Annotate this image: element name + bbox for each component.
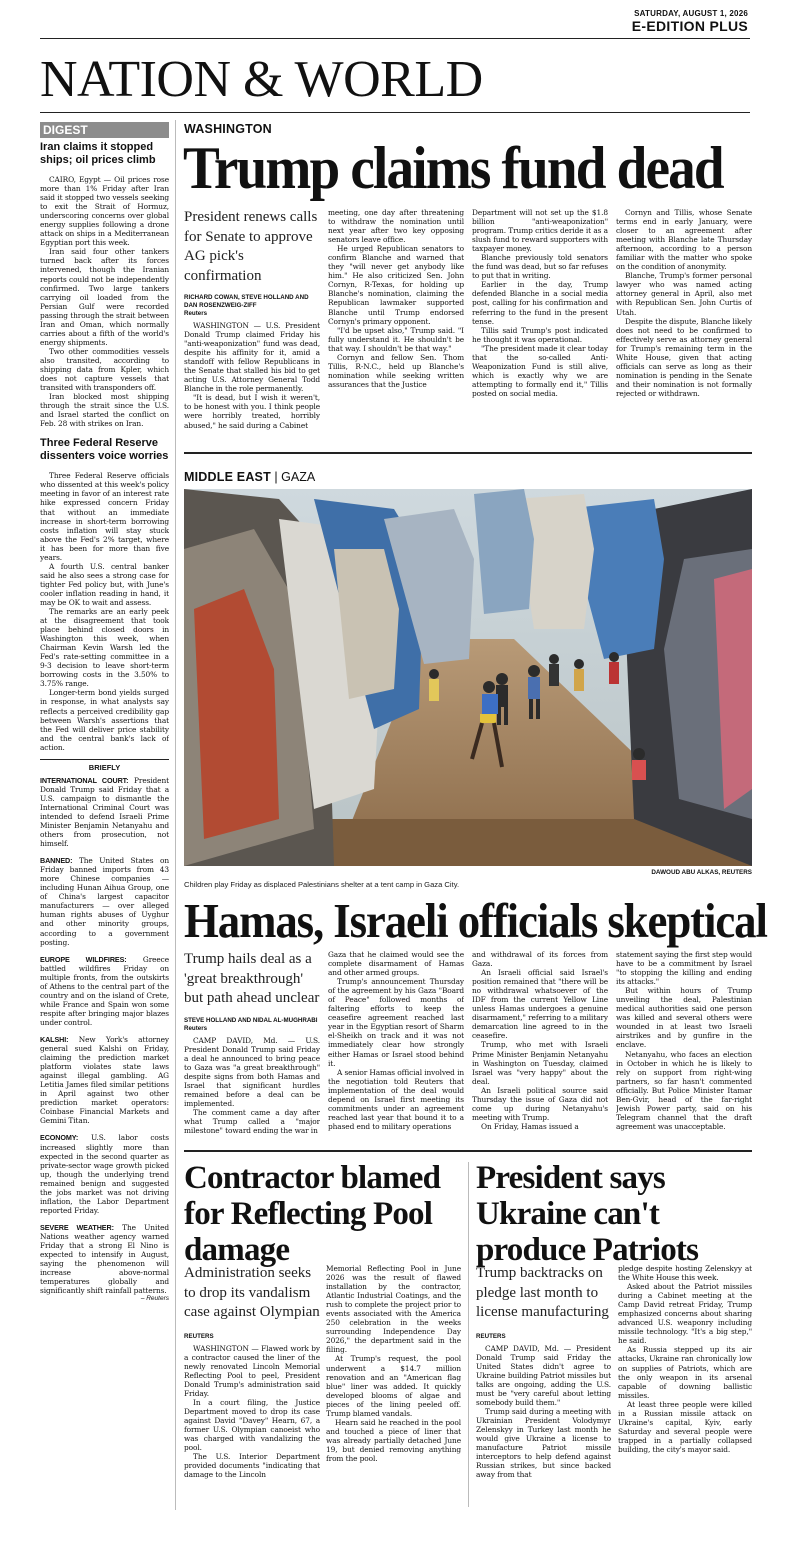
contractor-column-1: [184, 1264, 320, 1509]
paragraph: CAMP DAVID, Md. — U.S. President Donald Trump said Friday a deal he announced to bring peace to Gaza was "a great breakthrough" despite signs from both Hamas and Israel that significant hurdles remained before a deal can be implemented.: [184, 1035, 320, 1108]
section-title: NATION & WORLD: [40, 51, 483, 108]
photo-credit: DAWOUD ABU ALKAS, REUTERS: [651, 869, 752, 876]
paragraph: The U.S. Interior Department provided documents "indicating that damage to the Lincoln: [184, 1452, 320, 1480]
edition-date: SATURDAY, AUGUST 1, 2026: [634, 9, 748, 18]
paragraph: Iran said four other tankers turned back after its forces intervened, though the Iranian reports could not be independently confirmed. Two large tankers carrying oil loaded from the Persian Gulf were recorded passing through the strait between Iran and Oman, which normally carries about a fifth of the world's energy shipments.: [40, 247, 169, 347]
digest-story1-body: [40, 175, 169, 428]
gaza-byline: STEVE HOLLAND AND NIDAL AL-MUGHRABI: [184, 1016, 318, 1024]
gaza-org: Reuters: [184, 1024, 208, 1032]
gaza-kicker: [184, 466, 315, 485]
ukraine-headline: President says Ukraine can't produce Patriots: [476, 1160, 699, 1268]
ukraine-org: REUTERS: [476, 1332, 506, 1340]
brief-lead: ECONOMY:: [40, 1133, 79, 1143]
gaza-kicker-sub: GAZA: [281, 470, 316, 484]
paragraph: "I'd be upset also," Trump said. "I fully understand it. He shouldn't be that way. I shouldn't be that way.": [328, 325, 464, 353]
paragraph: Iran blocked most shipping through the strait since the U.S. and Israel started the conflict on Feb. 28 with strikes on Iran.: [40, 392, 169, 429]
paragraph: The comment came a day after what Trump called a "major milestone" toward ending the war in: [184, 1107, 320, 1135]
paragraph: Department will not set up the $1.8 billion "anti-weaponization" program. Trump critics deride it as a slush fund to reward supporters with taxpayer money.: [472, 208, 608, 254]
paragraph: As Russia stepped up its air attacks, Ukraine ran chronically low on supplies of Patriots, which are the only weapon in its arsenal capable of downing ballistic missiles.: [618, 1345, 752, 1400]
paragraph: pledge despite hosting Zelenskyy at the White House this week.: [618, 1264, 752, 1283]
edition-name: E-EDITION PLUS: [631, 18, 748, 34]
brief-text: President Donald Trump said Friday that a U.S. campaign to dismantle the International Criminal Court was intended to defend Israeli Prime Minister Benjamin Netanyahu and others from prosecution, not himself.: [40, 775, 169, 849]
lead-column-2: [328, 208, 464, 448]
paragraph: Memorial Reflecting Pool in June 2026 was the result of flawed installation by the contractor, Atlantic Industrial Coatings, and the rush to complete the project prior to events associated with the America 250 celebration in the weeks surrounding Independence Day 2026," the department said in the filing.: [326, 1264, 461, 1355]
lead-column-1: [184, 208, 320, 448]
paragraph: Cornyn and Tillis, whose Senate terms end in early January, were closer to an agreement after meeting with Blanche late Thursday afternoon, according to a person familiar with the matter who spoke on the condition of anonymity.: [616, 208, 752, 272]
lead-col1-text: [184, 321, 320, 430]
paragraph: Trump, who met with Israeli Prime Minister Benjamin Netanyahu in Washington on Tuesday, claimed Israel was "very happy" about the deal.: [472, 1040, 608, 1086]
contractor-col1-text: [184, 1344, 320, 1480]
paragraph: In a court filing, the Justice Department moved to drop its case against David "Davey" Hearn, 67, a former U.S. Olympian canoeist who was charged with vandalizing the pool.: [184, 1397, 320, 1453]
lead-kicker: WASHINGTON: [184, 122, 272, 136]
paragraph: CAIRO, Egypt — Oil prices rose more than 1% Friday after Iran said it stopped two vessels seeking to exit the Strait of Hormuz, underscoring concerns over global energy supplies following a drone attack on ships in a Mediterranean Egyptian port this week.: [40, 175, 169, 248]
brief-item: [40, 955, 169, 1027]
digest-story1-headline: Iran claims it stopped ships; oil prices climb: [40, 141, 156, 166]
ukraine-deck: Trump backtracks on pledge last month to license manufacturing: [476, 1265, 609, 1320]
gaza-kicker-main: MIDDLE EAST: [184, 470, 271, 484]
contractor-column-2: [326, 1264, 461, 1509]
brief-item: [40, 1035, 169, 1125]
paragraph: But within hours of Trump unveiling the deal, Palestinian medical authorities said one person was killed and several others were wounded in at least two Israeli airstrikes and by gunfire in the enclave.: [616, 986, 752, 1050]
lead-headline: Trump claims fund dead: [183, 135, 723, 201]
paragraph: Cornyn and fellow Sen. Thom Tillis, R-N.C., held up Blanche's nomination while seeking written assurances that the Justice: [328, 352, 464, 389]
ukraine-col1-text: [476, 1344, 611, 1480]
brief-text: U.S. labor costs increased slightly more than expected in the second quarter as private-sector wage growth picked up, though the underlying trend remained benign and suggested the jobs market was not driving inflation, the Labor Department reported Friday.: [40, 1133, 169, 1215]
section-rule: [40, 112, 750, 113]
digest-story2-headline: Three Federal Reserve dissenters voice worries: [40, 437, 169, 463]
paragraph: CAMP DAVID, Md. — President Donald Trump said Friday the United States didn't agree to Ukraine building Patriot missiles but talks are ongoing, adding the U.S. must be "very careful about letting somebody build them.": [476, 1343, 611, 1407]
contractor-deck: Administration seeks to drop its vandalism case against Olympian: [184, 1265, 320, 1320]
paragraph: Trump's announcement Thursday of the agreement by his Gaza "Board of Peace" followed months of faltering efforts to keep the ceasefire agreement reached last year in the Egyptian resort of Sharm el-Sheikh on track and it was not immediately clear how strongly either Hamas or Israel stood behind it.: [328, 977, 464, 1068]
kicker-divider: |: [270, 470, 282, 484]
gaza-column-1: [184, 950, 320, 1140]
paragraph: Trump said during a meeting with Ukrainian President Volodymyr Zelenskyy in Turkey last month he would give Ukraine a license to manufacture Patriot missile interceptors to help defend against Russian strikes, but since backed away from that: [476, 1406, 611, 1480]
ukraine-column-2: [618, 1264, 752, 1509]
digest-credit: – Reuters: [140, 1295, 169, 1303]
paragraph: WASHINGTON — Flawed work by a contractor caused the liner of the newly renovated Lincoln Memorial Reflecting Pool to peel, President Donald Trump's administration said Friday.: [184, 1343, 320, 1398]
paragraph: Earlier in the day, Trump defended Blanche in a social media post, calling for his confirmation and referring to the fund in the present tense.: [472, 280, 608, 326]
paragraph: An Israeli political source said Thursday the issue of Gaza did not come up during Netanyahu's meeting with Trump.: [472, 1085, 608, 1122]
paragraph: Tillis said Trump's post indicated he thought it was operational.: [472, 325, 608, 344]
contractor-org: REUTERS: [184, 1332, 214, 1340]
brief-text: The United States on Friday banned imports from 43 more Chinese companies — including Hunan Aihua Group, one of China's largest capacitor manufacturers — over alleged human rights abuses of Uyghur and other minority groups, according to a government posting.: [40, 856, 169, 947]
lead-column-3: [472, 208, 608, 448]
lead-deck: President renews calls for Senate to approve AG pick's confirmation: [184, 209, 318, 284]
brief-lead: INTERNATIONAL COURT:: [40, 775, 129, 785]
paragraph: On Friday, Hamas issued a: [481, 1121, 579, 1131]
briefs-list: [40, 776, 169, 1295]
digest-divider: [175, 120, 176, 1510]
brief-lead: EUROPE WILDFIRES:: [40, 954, 127, 964]
paragraph: Hearn said he reached in the pool and touched a piece of liner that was already partially detached June 19, but denied removing anything from the pool.: [326, 1417, 461, 1463]
paragraph: A senior Hamas official involved in the negotiation told Reuters that implementation of the deal would depend on Israel first meeting its commitments under an agreement reached last year that bound it to a phased end to military operations: [328, 1067, 464, 1131]
paragraph: "The president made it clear today that the so-called Anti-Weaponization Fund is still alive, which is exactly why we are attempting to formally end it," Tillis posted on social media.: [472, 343, 608, 398]
photo-caption: Children play Friday as displaced Palestinians shelter at a tent camp in Gaza City.: [184, 880, 460, 889]
digest-label: DIGEST: [40, 122, 169, 138]
gaza-column-2: [328, 950, 464, 1140]
gaza-column-3: [472, 950, 608, 1140]
bottom-column-divider: [468, 1162, 469, 1507]
brief-text: Greece battled wildfires Friday on multiple fronts, from the outskirts of Athens to the central part of the country and on the island of Crete, while France and Spain won some respite after bringing major blazes under control.: [40, 954, 169, 1027]
lead-bottom-rule: [184, 452, 752, 454]
gaza-col1-text: [184, 1036, 320, 1136]
paragraph: Longer-term bond yields surged in response, in what analysts say reflects a perceived credibility gap between Warsh's assertions that the Fed will deliver price stability and the central bank's lack of action.: [40, 688, 169, 752]
paragraph: Two other commodities vessels also transited, according to shipping data from Kpler, which does not capture vessels that transited with transponders off.: [40, 346, 169, 393]
ukraine-column-1: [476, 1264, 611, 1509]
lead-org: Reuters: [184, 310, 208, 317]
gaza-photo: [184, 489, 752, 866]
tent-camp-photo: [184, 489, 752, 866]
paragraph: At Trump's request, the pool underwent a $14.7 million renovation and an "American flag blue" liner was added. It quickly developed blooms of algae and pieces of the lining peeled off. Trump blamed vandals.: [326, 1354, 461, 1418]
gaza-bottom-rule: [184, 1150, 752, 1152]
paragraph: Blanche, Trump's former personal lawyer who was named acting attorney general in April, also met with Republican Sen. John Curtis of Utah.: [616, 271, 752, 317]
paragraph: Gaza that he claimed would see the complete disarmament of Hamas and other armed groups.: [328, 950, 464, 978]
paragraph: "It is dead, but I wish it weren't, to be honest with you. I think people were horribly treated, horribly abused," he said during a Cabinet: [184, 393, 320, 430]
brief-lead: BANNED:: [40, 856, 73, 866]
digest-story2-body: [40, 471, 169, 751]
masthead-top-rule: [40, 38, 750, 39]
paragraph: The remarks are an early peek at the disagreement that took place behind closed doors in Washington this week, when Chairman Kevin Warsh led the Fed's rate-setting committee in a 9-3 decision to leave short-term borrowing costs in the 3.50% to 3.75% range.: [40, 607, 169, 689]
contractor-headline: Contractor blamed for Reflecting Pool damage: [184, 1160, 441, 1268]
paragraph: At least three people were killed in a Russian missile attack on Ukraine's capital, Kyiv, early Saturday and several people were trapped in a partially collapsed building, the city's mayor said.: [618, 1399, 752, 1454]
paragraph: An Israeli official said Israel's position remained that "there will be no withdrawal whatsoever of the IDF from the current Yellow Line unless Hamas undergoes a genuine disarmament," referring to a military demarcation line agreed to in the ceasefire.: [472, 968, 608, 1041]
paragraph: A fourth U.S. central banker said he also sees a strong case for tighter Fed policy but, with June's cooler inflation reading in hand, it may be OK to wait and assess.: [40, 561, 169, 607]
brief-item: [40, 776, 169, 848]
brief-text: New York's attorney general sued Kalshi on Friday, claiming the prediction market platform violates state laws against illegal gambling. AG Letitia James filed similar petitions in April against two other prediction market operators: Coinbase Financial Markets and Gemini Titan.: [40, 1034, 169, 1126]
gaza-deck: Trump hails deal as a 'great breakthrough' but path ahead unclear: [184, 951, 320, 1006]
paragraph: Despite the dispute, Blanche likely does not need to be confirmed to effectively serve as attorney general for Trump's remaining term in the White House, given that acting officials can serve as long as their nomination is pending in the Senate and their nomination is not formally rejected or withdrawn.: [616, 316, 752, 398]
gaza-column-4: [616, 950, 752, 1140]
paragraph: WASHINGTON — U.S. President Donald Trump claimed Friday his "anti-weaponization" fund was dead, despite his affinity for it, amid a standoff with fellow Republicans in the Senate that stalled his bid to get acting U.S. Attorney General Todd Blanche in the role permanently.: [184, 321, 320, 394]
paragraph: Blanche previously told senators the fund was dead, but so far refuses to put that in writing.: [472, 253, 608, 281]
gaza-headline: Hamas, Israeli officials skeptical: [184, 893, 767, 948]
paragraph: Asked about the Patriot missiles during a Cabinet meeting at the Camp David retreat Friday, Trump emphasized concerns about sharing advanced U.S. weaponry including missile technology. "It's a big step," he said.: [618, 1282, 752, 1346]
brief-item: [40, 1133, 169, 1214]
paragraph: meeting, one day after threatening to withdraw the nomination until next year after two key opposing senators leave office.: [328, 208, 464, 245]
brief-item: [40, 1223, 169, 1295]
paragraph: statement saying the first step would have to be a commitment by Israel "to stopping the killing and ending its attacks.": [616, 950, 752, 987]
lead-byline: RICHARD COWAN, STEVE HOLLAND AND DAN ROSENZWEIG-ZIFF: [184, 294, 309, 309]
briefly-label: BRIEFLY: [40, 759, 169, 776]
paragraph: and withdrawal of its forces from Gaza.: [472, 950, 608, 969]
paragraph: Netanyahu, who faces an election in October in which he is likely to rely on support from right-wing partners, so far hasn't commented officially. But Police Minister Itamar Ben-Gvir, head of the far-right Jewish Power party, said on his Telegram channel that the draft agreement was unacceptable.: [616, 1049, 752, 1131]
lead-column-4: [616, 208, 752, 448]
digest-column: [40, 141, 169, 1521]
brief-item: [40, 856, 169, 946]
paragraph: He urged Republican senators to confirm Blanche and warned that they "will never get anybody like him." He also criticized Sen. John Cornyn, R-Texas, for holding up Blanche's nomination, claiming the Republican lawmaker supported Blanche until Trump endorsed Cornyn's primary opponent.: [328, 244, 464, 326]
brief-lead: SEVERE WEATHER:: [40, 1222, 114, 1232]
paragraph: Three Federal Reserve officials who dissented at this week's policy meeting in favor of an interest rate hike expressed concern Friday that without an immediate increase in short-term borrowing costs inflation will stay stuck above the Fed's 2% target, where it has been for more than five years.: [40, 471, 169, 562]
brief-lead: KALSHI:: [40, 1034, 69, 1044]
brief-text: The United Nations weather agency warned Friday that a strong El Nino is expected to intensify in August, saying the phenomenon will increase above-normal temperatures globally and significantly shift rainfall patterns.: [40, 1222, 169, 1296]
